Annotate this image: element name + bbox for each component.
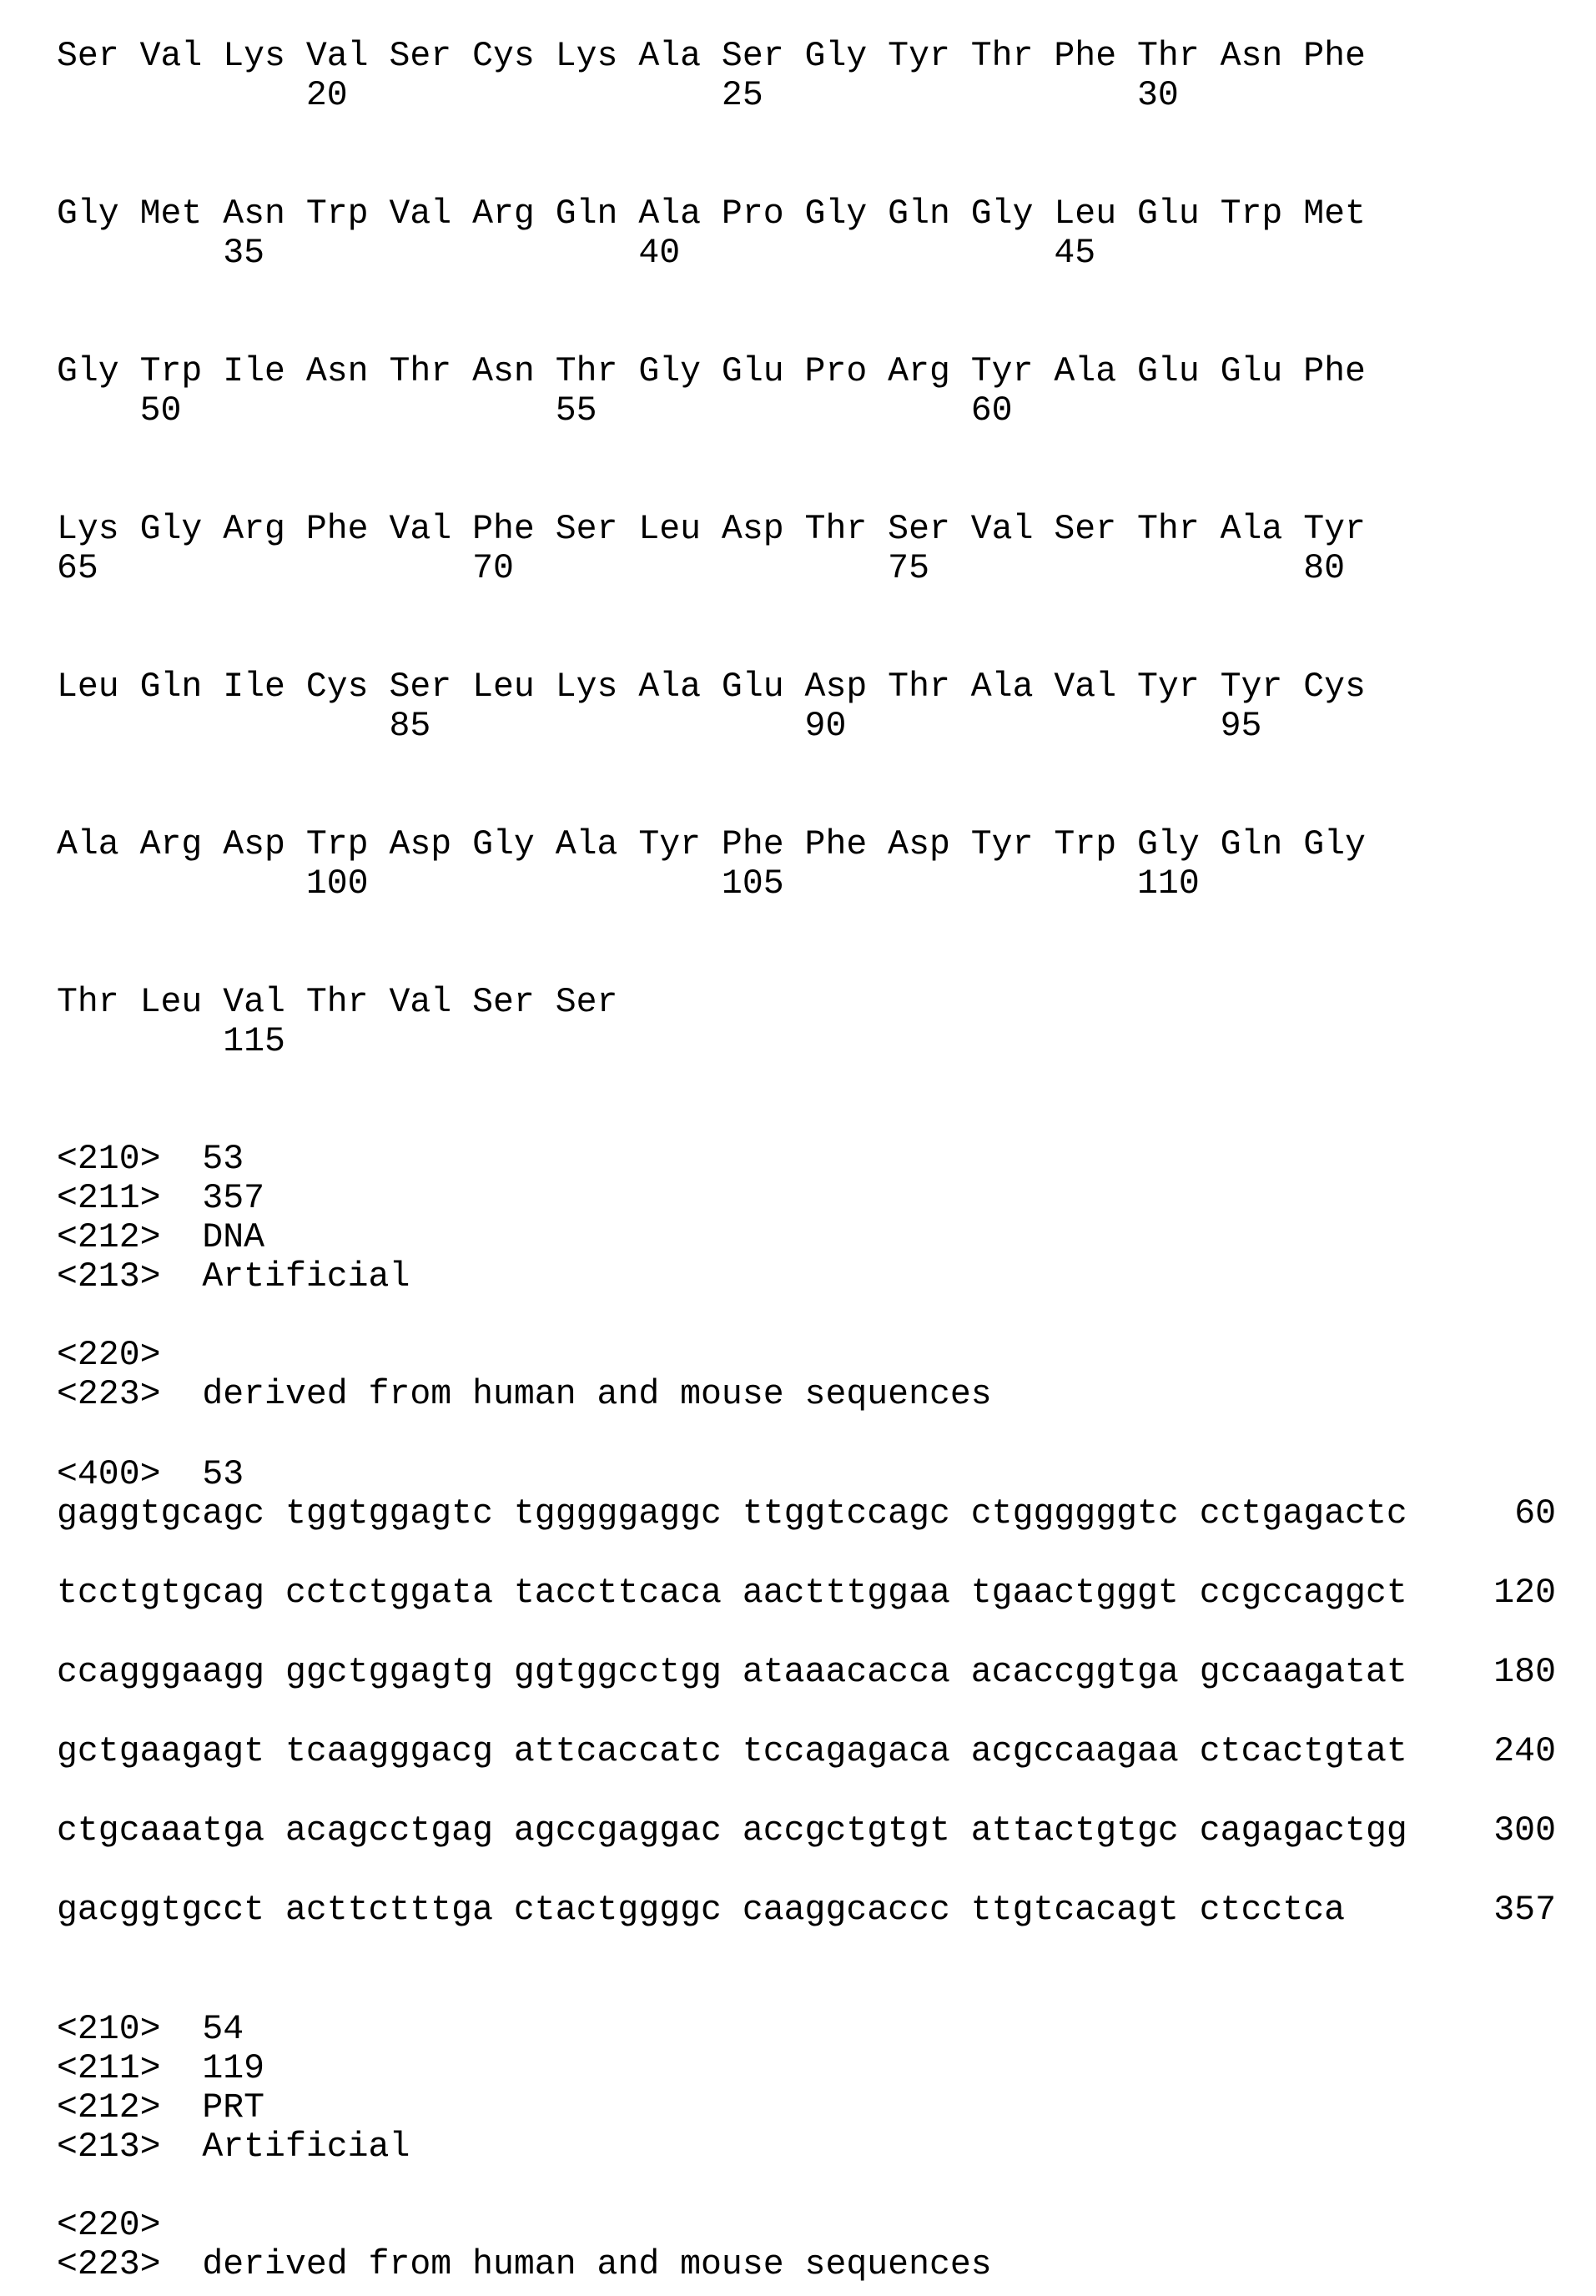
sequence-field-400: <400> 53 xyxy=(57,1455,244,1494)
protein-residues-row: Gly Met Asn Trp Val Arg Gln Ala Pro Gly Gln Gly Leu Glu Trp Met xyxy=(57,194,1366,234)
seq-id-field-210: <210> 53 xyxy=(57,1140,244,1179)
other-info-field-223: <223> derived from human and mouse sequences xyxy=(57,1375,992,1414)
protein-numbers-row: 100 105 110 xyxy=(57,864,1200,904)
protein-numbers-row: 115 xyxy=(57,1022,285,1061)
length-field-211: <211> 119 xyxy=(57,2049,265,2088)
dna-sequence-line: tcctgtgcag cctctggata taccttcaca aactttggaa tgaactgggt ccgccaggct xyxy=(57,1573,1407,1613)
dna-position-number: 357 xyxy=(1493,1891,1556,1930)
organism-field-213: <213> Artificial xyxy=(57,2127,410,2167)
protein-residues-row: Leu Gln Ile Cys Ser Leu Lys Ala Glu Asp Thr Ala Val Tyr Tyr Cys xyxy=(57,667,1366,707)
dna-position-number: 180 xyxy=(1493,1653,1556,1692)
dna-sequence-line: gaggtgcagc tggtggagtc tgggggaggc ttggtccagc ctggggggtc cctgagactc xyxy=(57,1494,1407,1533)
length-field-211: <211> 357 xyxy=(57,1179,265,1218)
protein-residues-row: Lys Gly Arg Phe Val Phe Ser Leu Asp Thr Ser Val Ser Thr Ala Tyr xyxy=(57,510,1366,549)
dna-sequence-line: ccagggaagg ggctggagtg ggtggcctgg ataaacacca acaccggtga gccaagatat xyxy=(57,1653,1407,1692)
dna-sequence-line: gctgaagagt tcaagggacg attcaccatc tccagagaca acgccaagaa ctcactgtat xyxy=(57,1732,1407,1771)
protein-numbers-row: 85 90 95 xyxy=(57,707,1262,746)
dna-position-number: 300 xyxy=(1493,1811,1556,1850)
protein-numbers-row: 50 55 60 xyxy=(57,391,1013,430)
dna-position-number: 120 xyxy=(1493,1573,1556,1613)
type-field-212: <212> PRT xyxy=(57,2088,265,2127)
organism-field-213: <213> Artificial xyxy=(57,1257,410,1297)
dna-sequence-line: ctgcaaatga acagcctgag agccgaggac accgctgtgt attactgtgc cagagactgg xyxy=(57,1811,1407,1850)
protein-residues-row: Ser Val Lys Val Ser Cys Lys Ala Ser Gly Tyr Thr Phe Thr Asn Phe xyxy=(57,37,1366,76)
dna-sequence-line: gacggtgcct acttctttga ctactggggc caaggcaccc ttgtcacagt ctcctca xyxy=(57,1891,1346,1930)
protein-numbers-row: 20 25 30 xyxy=(57,76,1179,115)
protein-residues-row: Gly Trp Ile Asn Thr Asn Thr Gly Glu Pro Arg Tyr Ala Glu Glu Phe xyxy=(57,352,1366,391)
protein-numbers-row: 35 40 45 xyxy=(57,234,1096,273)
protein-numbers-row: 65 70 75 80 xyxy=(57,549,1346,588)
protein-residues-row: Thr Leu Val Thr Val Ser Ser xyxy=(57,983,618,1022)
protein-residues-row: Ala Arg Asp Trp Asp Gly Ala Tyr Phe Phe Asp Tyr Trp Gly Gln Gly xyxy=(57,825,1366,864)
type-field-212: <212> DNA xyxy=(57,1218,265,1257)
feature-field-220: <220> xyxy=(57,1336,161,1375)
dna-position-number: 240 xyxy=(1493,1732,1556,1771)
seq-id-field-210: <210> 54 xyxy=(57,2010,244,2049)
feature-field-220: <220> xyxy=(57,2206,161,2245)
dna-position-number: 60 xyxy=(1514,1494,1556,1533)
other-info-field-223: <223> derived from human and mouse sequences xyxy=(57,2245,992,2284)
